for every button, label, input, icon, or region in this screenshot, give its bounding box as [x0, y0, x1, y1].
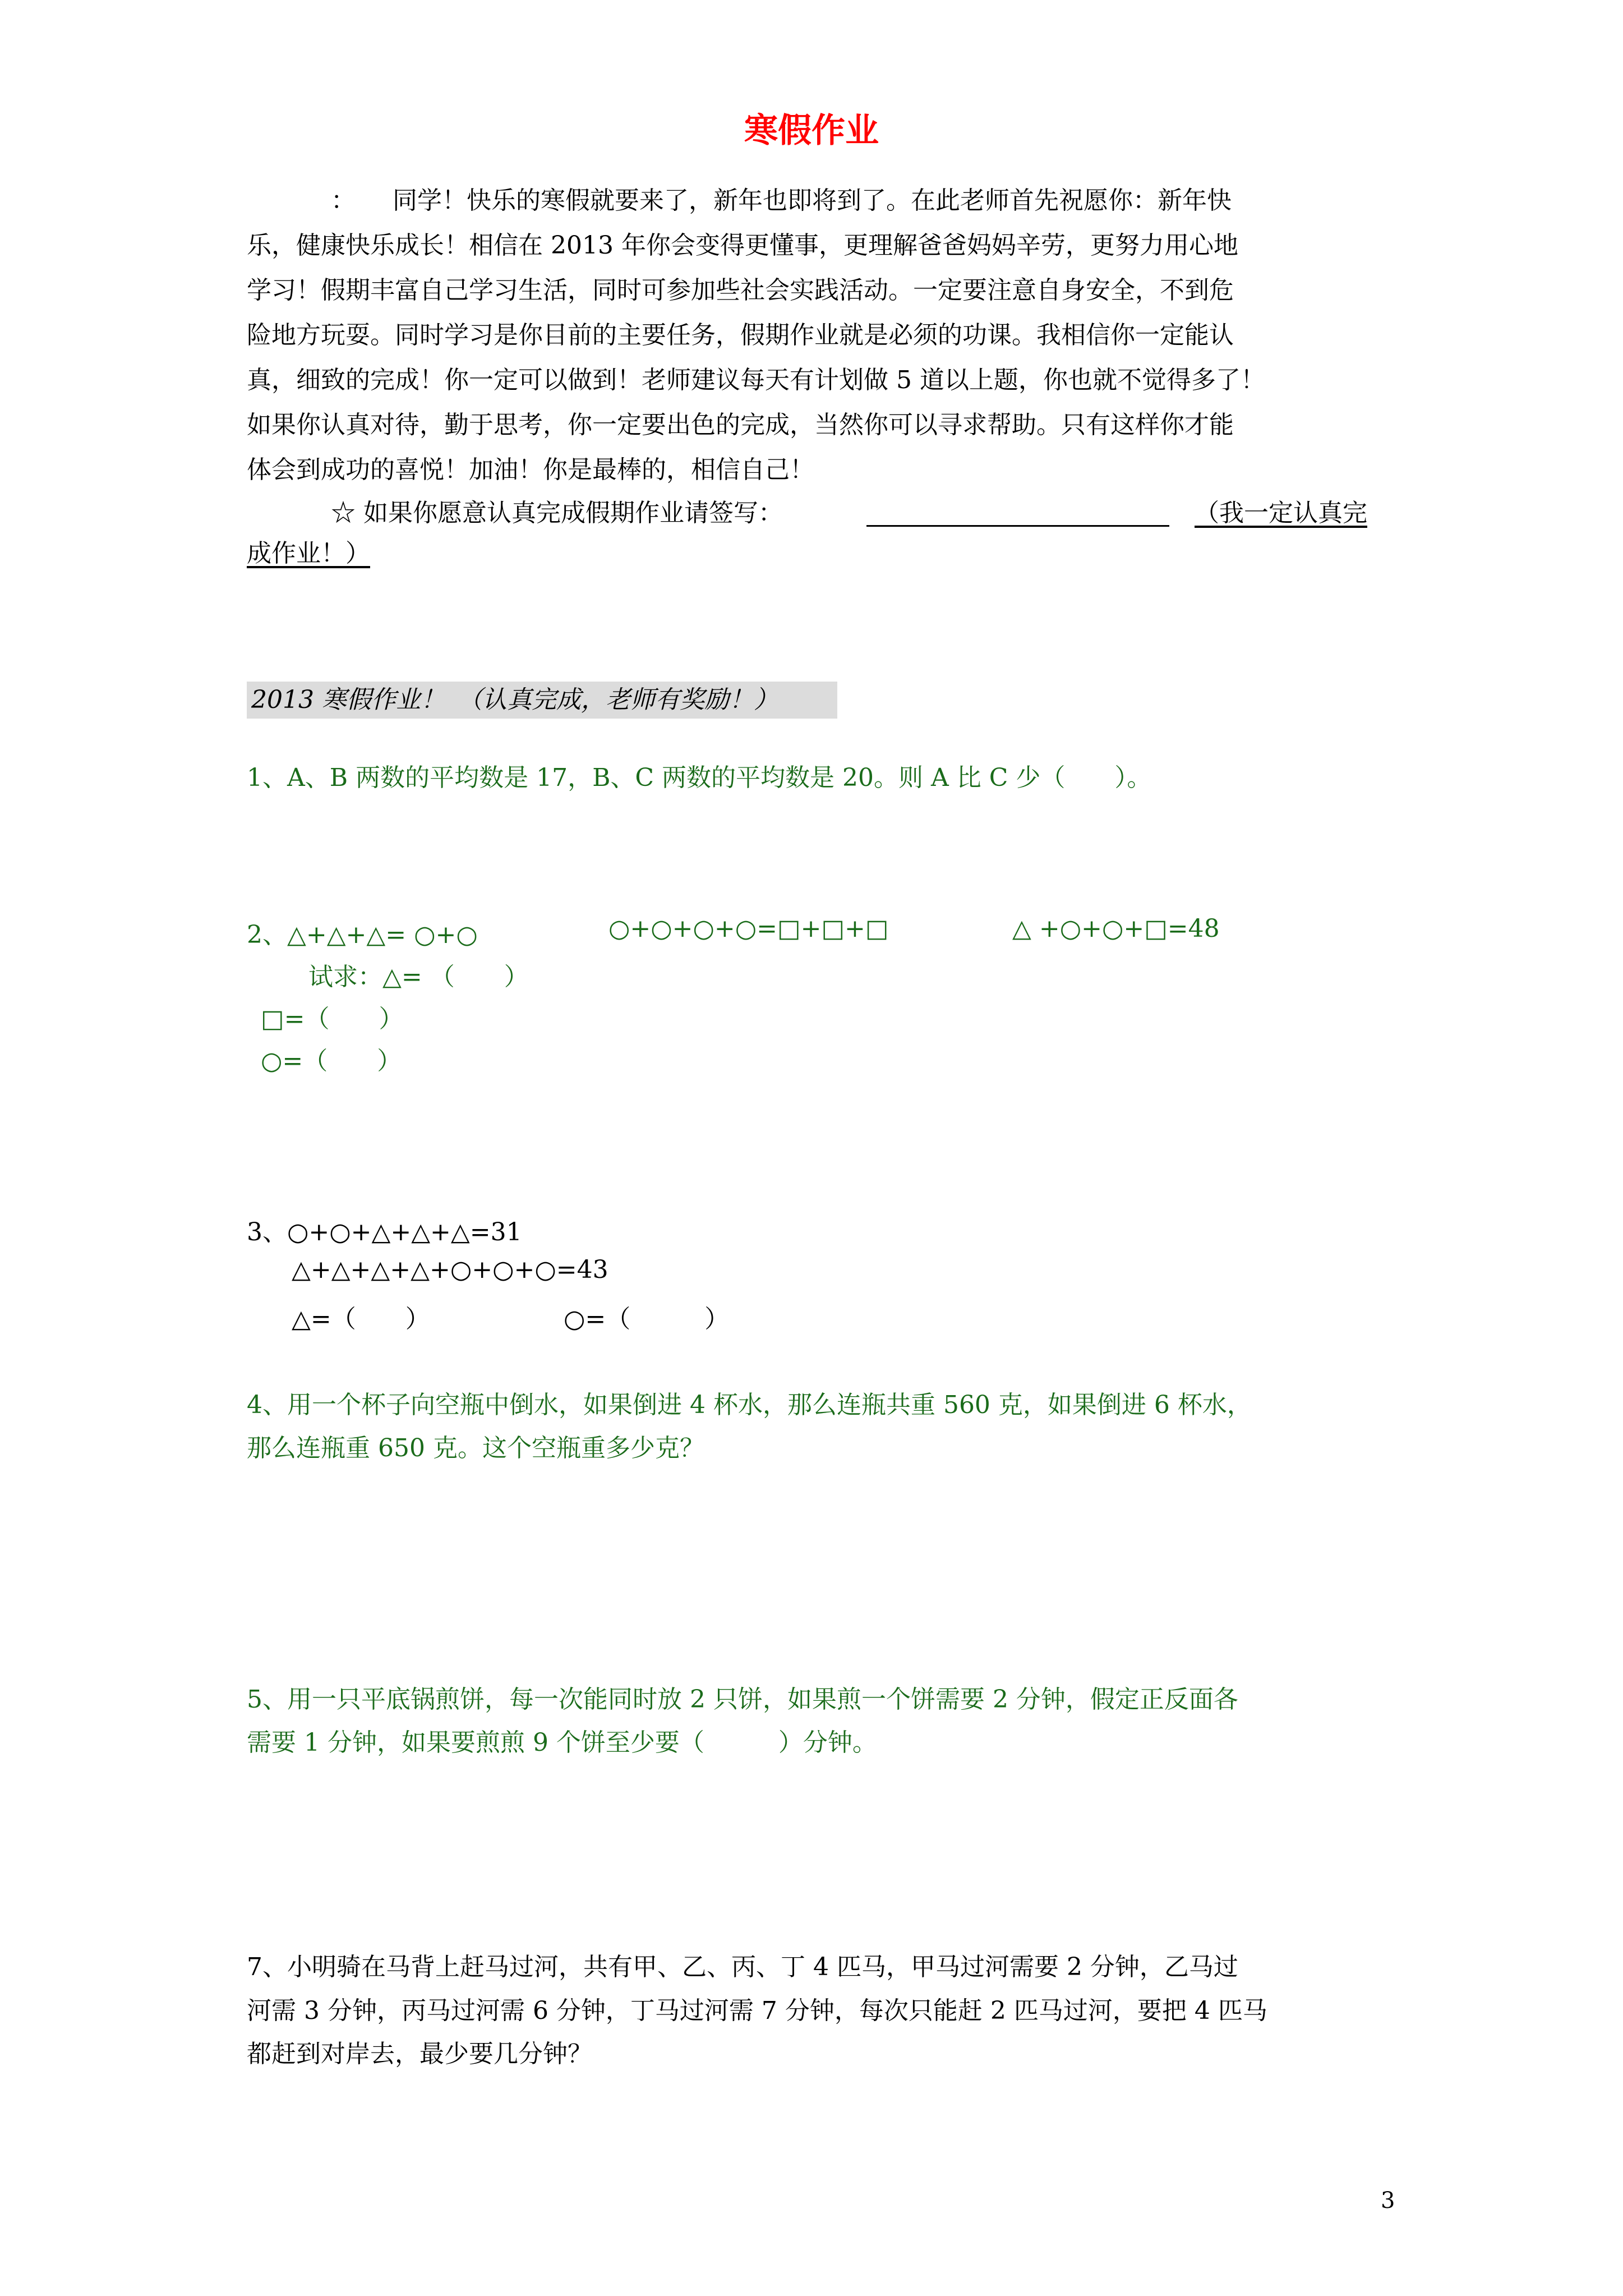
question-2-equation-2: ○+○+○+○=□+□+□ [608, 914, 889, 943]
intro-line: 体会到成功的喜悦！加油！你是最棒的，相信自己！ [247, 455, 814, 484]
signature-blank[interactable] [866, 525, 1169, 527]
question-3-circle: ○=（ ） [564, 1305, 730, 1333]
question-2-square: □=（ ） [261, 1005, 404, 1033]
question-5-line-1: 5、用一只平底锅煎饼，每一次能同时放 2 只饼，如果煎一个饼需要 2 分钟，假定正反面各 [247, 1685, 1238, 1714]
question-2-try: 试求：△= （ ） [308, 963, 529, 991]
signature-prompt: ☆ 如果你愿意认真完成假期作业请签写： [331, 499, 783, 527]
question-1: 1、A、B 两数的平均数是 17，B、C 两数的平均数是 20。则 A 比 C 少（ ）。 [247, 763, 1152, 792]
question-3-line-2: △+△+△+△+○+○+○=43 [292, 1255, 608, 1284]
question-2-circle: ○=（ ） [261, 1047, 402, 1075]
page-title: 寒假作业 [744, 111, 879, 150]
question-7-line-2: 河需 3 分钟，丙马过河需 6 分钟，丁马过河需 7 分钟，每次只能赶 2 匹马过河，要把 4 匹马 [247, 1996, 1267, 2025]
question-2-equation-1: 2、△+△+△= ○+○ [247, 921, 478, 949]
question-7-line-3: 都赶到对岸去，最少要几分钟？ [247, 2040, 592, 2068]
intro-line: 乐，健康快乐成长！相信在 2013 年你会变得更懂事，更理解爸爸妈妈辛劳，更努力用心地 [247, 231, 1238, 260]
page-number: 3 [1381, 2188, 1395, 2214]
intro-line: ： 同学！快乐的寒假就要来了，新年也即将到了。在此老师首先祝愿你：新年快 [331, 186, 1232, 215]
question-3-triangle: △=（ ） [292, 1305, 430, 1333]
intro-line: 如果你认真对待，勤于思考，你一定要出色的完成，当然你可以寻求帮助。只有这样你才能 [247, 411, 1234, 439]
homework-banner: 2013 寒假作业！ （认真完成，老师有奖励！） [247, 682, 837, 719]
question-5-line-2: 需要 1 分钟，如果要煎煎 9 个饼至少要（ ）分钟。 [247, 1728, 877, 1757]
question-4-line-2: 那么连瓶重 650 克。这个空瓶重多少克？ [247, 1434, 704, 1462]
question-4-line-1: 4、用一个杯子向空瓶中倒水，如果倒进 4 杯水，那么连瓶共重 560 克，如果倒进 6 杯水， [247, 1391, 1252, 1419]
signature-pledge-part1: （我一定认真完 [1195, 499, 1367, 527]
intro-line: 真，细致的完成！你一定可以做到！老师建议每天有计划做 5 道以上题，你也就不觉得多了！ [247, 366, 1265, 394]
question-7-line-1: 7、小明骑在马背上赶马过河，共有甲、乙、丙、丁 4 匹马，甲马过河需要 2 分钟，乙马过 [247, 1953, 1238, 1981]
question-2-equation-3: △ +○+○+□=48 [1012, 914, 1220, 943]
intro-line: 学习！假期丰富自己学习生活，同时可参加些社会实践活动。一定要注意自身安全，不到危 [247, 276, 1234, 305]
signature-pledge-part2: 成作业！） [247, 539, 370, 568]
intro-paragraph [247, 178, 1391, 493]
question-3-line-1: 3、○+○+△+△+△=31 [247, 1218, 522, 1246]
intro-line: 险地方玩耍。同时学习是你目前的主要任务，假期作业就是必须的功课。我相信你一定能认 [247, 321, 1234, 349]
